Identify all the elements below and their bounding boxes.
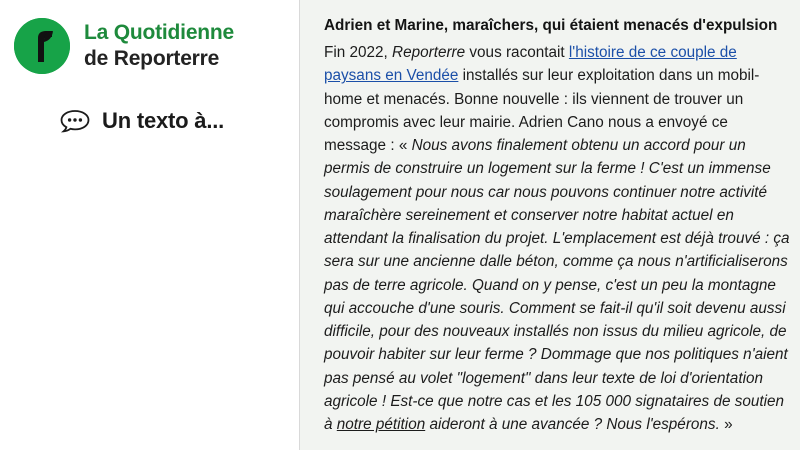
intro-text-3: installés sur leur exploitation dans un mobil-home et menacés. Bonne nouvelle : ils viennent de trouver un compromis avec leur mairie. Adrien Cano nous a envoyé ce message : « (324, 67, 760, 155)
quote-close: » (719, 416, 733, 434)
publication-name: Reporterre (392, 44, 466, 62)
brand-text (84, 18, 234, 71)
quote-text-1: Nous avons finalement obtenu un accord pour un permis de construire un logement sur la ferme ! C'est un immense soulagement pour nous car nous pouvons continuer notre activité maraîchère sereinement et conserver notre habitat actuel en attendant la finalisation du projet. L'emplacement est déjà trouvé : ça sera sur une ancienne dalle béton, comme ça nous n'artificialiserons pas de terre agricole. Quand on y pense, c'est un peu la montagne qui accouche d'une souris. Comment se fait-il qu'il soit devenu aussi difficile, pour des nouveaux installés non issus du milieu agricole, de pouvoir habiter sur leur ferme ? Dommage que nos politiques n'aient pas pensé au volet "logement" dans leur texte de loi d'orientation agricole ! Est-ce que notre cas et les 105 000 signataires de soutien à (324, 137, 790, 434)
quote-text-2: aideront à une avancée ? Nous l'espérons. (425, 416, 720, 434)
article-body (324, 41, 792, 436)
brand-header[interactable] (14, 18, 282, 74)
brand-line-1: La Quotidienne (84, 21, 235, 44)
article-panel (300, 0, 800, 450)
brand-line-2: de Reporterre (84, 46, 220, 70)
section-heading (14, 108, 282, 134)
story-link[interactable]: l'histoire de ce couple de paysans en Vendée (324, 44, 737, 85)
intro-text-1: Fin 2022, (324, 44, 393, 62)
reporterre-logo-icon (14, 18, 70, 74)
petition-link[interactable]: notre pétition (336, 416, 426, 434)
speech-bubble-icon (60, 109, 90, 133)
intro-text-2: vous racontait (465, 44, 569, 62)
article-title: Adrien et Marine, maraîchers, qui étaient menacés d'expulsion (324, 17, 778, 34)
newsletter-sidebar (0, 0, 300, 450)
section-label: Un texto à... (102, 108, 225, 133)
